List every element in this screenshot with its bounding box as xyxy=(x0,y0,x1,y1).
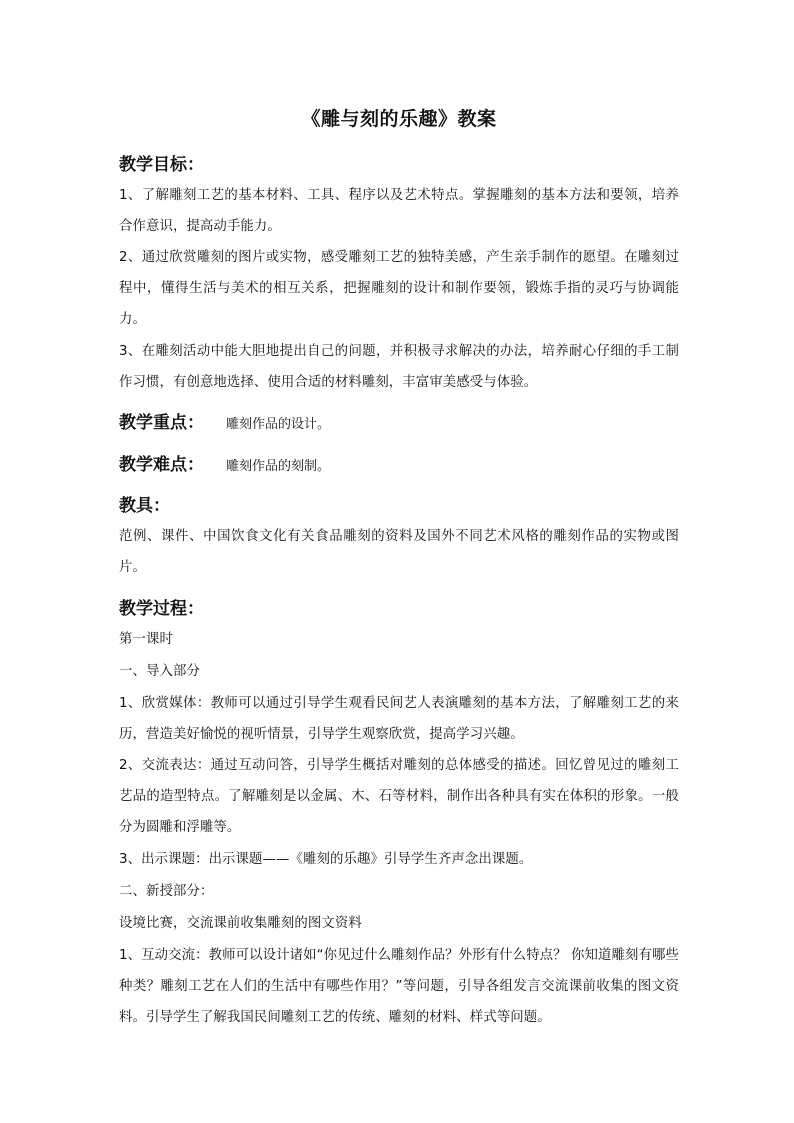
part1-item-1: 1、欣赏媒体：教师可以通过引导学生观看民间艺人表演雕刻的基本方法，了解雕刻工艺的来历，营造美好愉悦的视听情景，引导学生观察欣赏，提高学习兴趣。 xyxy=(119,696,679,742)
part2-item-1: 1、互动交流：教师可以设计诸如“你见过什么雕刻作品？外形有什么特点？ 你知道雕刻有哪些种类？雕刻工艺在人们的生活中有哪些作用？”等问题，引导各组发言交流课前收集的图文资料。引导学生了解我国民间雕刻工艺的传统、雕刻的材料、样式等问题。 xyxy=(119,948,679,1025)
objective-item-2: 2、通过欣赏雕刻的图片或实物，感受雕刻工艺的独特美感，产生亲手制作的愿望。在雕刻过程中，懂得生活与美术的相互关系，把握雕刻的设计和制作要领，锻炼手指的灵巧与协调能力。 xyxy=(119,250,679,327)
tools-heading: 教具： xyxy=(119,496,170,516)
lesson-label: 第一课时 xyxy=(119,632,173,647)
difficulty-text: 雕刻作品的刻制。 xyxy=(226,459,331,474)
key-point-text: 雕刻作品的设计。 xyxy=(226,417,331,432)
part2-intro: 设境比赛，交流课前收集雕刻的图文资料 xyxy=(119,916,362,931)
difficulty-heading: 教学难点： xyxy=(119,455,204,475)
tools-text: 范例、课件、中国饮食文化有关食品雕刻的资料及国外不同艺术风格的雕刻作品的实物或图片。 xyxy=(119,529,679,575)
objective-item-1: 1、了解雕刻工艺的基本材料、工具、程序以及艺术特点。掌握雕刻的基本方法和要领，培养合作意识，提高动手能力。 xyxy=(119,188,679,234)
key-point-section xyxy=(119,408,330,433)
key-point-heading: 教学重点： xyxy=(119,413,204,433)
part1-item-2: 2、交流表达：通过互动问答，引导学生概括对雕刻的总体感受的描述。回忆曾见过的雕刻工艺品的造型特点。了解雕刻是以金属、木、石等材料，制作出各种具有实在体积的形象。一般分为圆雕和浮雕等。 xyxy=(119,758,679,835)
document-title: 《雕与刻的乐趣》教案 xyxy=(301,108,497,130)
part1-item-3: 3、出示课题：出示课题——《雕刻的乐趣》引导学生齐声念出课题。 xyxy=(119,852,533,867)
difficulty-section xyxy=(119,450,330,475)
objective-item-3: 3、在雕刻活动中能大胆地提出自己的问题，并积极寻求解决的办法，培养耐心仔细的手工制作习惯，有创意地选择、使用合适的材料雕刻，丰富审美感受与体验。 xyxy=(119,344,679,390)
part2-title: 二、新授部分： xyxy=(119,884,214,899)
process-heading: 教学过程： xyxy=(119,599,204,619)
objectives-heading: 教学目标： xyxy=(119,155,204,175)
part1-title: 一、导入部分 xyxy=(119,664,200,679)
